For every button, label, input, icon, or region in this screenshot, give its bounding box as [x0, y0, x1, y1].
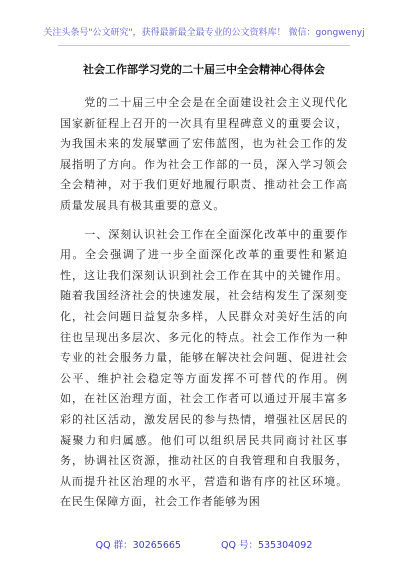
document-body — [60, 93, 348, 521]
paragraph-intro: 党的二十届三中全会是在全面建设社会主义现代化国家新征程上召开的一次具有里程碑意义的重要会议，为我国未来的发展擘画了宏伟蓝图，也为社会工作的发展指明了方向。作为社会工作部的一员，深入学习领会全会精神，对于我们更好地履行职责、推动社会工作高质量发展具有极其重要的意义。 — [60, 96, 348, 212]
header-banner: 关注头条号"公文研究"，获得最新最全最专业的公文资料库！ 微信：gongwenyj — [43, 28, 365, 38]
header-divider — [58, 45, 350, 46]
footer-qq-number: QQ 号：535304092 — [220, 540, 313, 551]
paragraph-section-one: 一、深刻认识社会工作在全面深化改革中的重要作用。全会强调了进一步全面深化改革的重要性和紧迫性，这让我们深刻认识到社会工作在其中的关键作用。随着我国经济社会的快速发展，社会结构发生了深刻变化，社会问题日益复杂多样，人民群众对美好生活的向往也呈现出多层次、多元化的特点。社会工作作为一种专业的社会服务力量，能够在解决社会问题、促进社会公平、维护社会稳定等方面发挥不可替代的作用。例如，在社区治理方面，社会工作者可以通过开展丰富多彩的社区活动，激发居民的参与热情，增强社区居民的凝聚力和归属感。他们可以组织居民共同商讨社区事务，协调社区资源，推动社区的自我管理和自我服务，从而提升社区治理的水平，营造和谐有序的社区环境。在民生保障方面，社会工作者能够为困 — [60, 227, 348, 509]
footer-qq-group: QQ 群：30265665 — [95, 540, 181, 551]
document-title: 社会工作部学习党的二十届三中全会精神心得体会 — [83, 63, 325, 76]
footer-contacts — [0, 539, 408, 552]
